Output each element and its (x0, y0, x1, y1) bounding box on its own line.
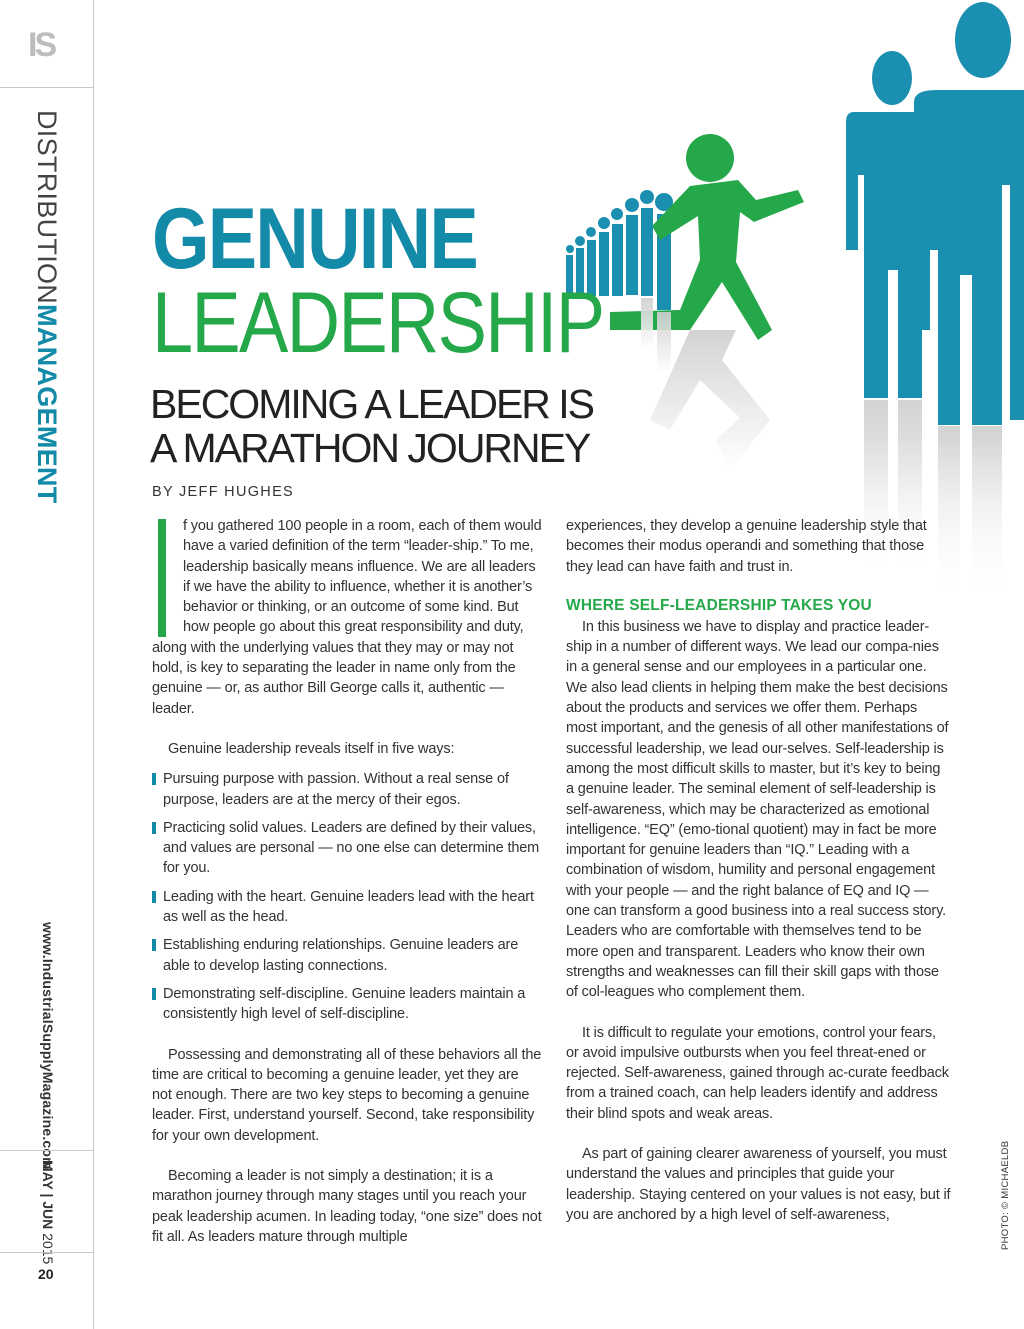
leadership-illustration (540, 0, 1024, 600)
left-rail (0, 0, 94, 1329)
green-walking-figure (610, 134, 804, 340)
body-paragraph: Becoming a leader is not simply a destination; it is a marathon journey through many stages until you reach your peak leadership acumen. In leading today, “one size” does not fit all. As leaders mature through multiple (152, 1168, 542, 1245)
list-item: Establishing enduring relationships. Genuine leaders are able to develop lasting connections. (152, 935, 542, 976)
page-number: 20 (38, 1266, 54, 1282)
department-label-part1: DISTRIBUTION (32, 110, 62, 305)
list-item: Pursuing purpose with passion. Without a real sense of purpose, leaders are at the mercy of their egos. (152, 769, 542, 810)
subheadline-line2: A MARATHON JOURNEY (150, 425, 590, 471)
issue-date (40, 1160, 56, 1264)
body-paragraph: experiences, they develop a genuine leadership style that becomes their modus operandi and something that those they lead can have faith and trust in. (566, 518, 927, 575)
list-item: Practicing solid values. Leaders are defined by their values, and values are personal — no one else can determine them for you. (152, 818, 542, 879)
list-item: Leading with the heart. Genuine leaders lead with the heart as well as the head. (152, 887, 542, 928)
rail-divider (0, 87, 93, 88)
department-label-part2: MANAGEMENT (32, 304, 62, 504)
issue-year: 2015 (40, 1233, 56, 1265)
body-paragraph: As part of gaining clearer awareness of yourself, you must understand the values and principles that guide your leadership. Staying centered on your values is not easy, but if you are anchored by a high level of self-awareness, (566, 1146, 951, 1223)
body-paragraph: It is difficult to regulate your emotions, control your fears, or avoid impulsive outbursts when you feel threat-ened or rejected. Self-awareness, gained through ac-curate feedback from a trained coach, can help leaders identify and address their blind spots and weak areas. (566, 1024, 949, 1122)
rail-divider (0, 1252, 93, 1253)
subheadline-line1: BECOMING A LEADER IS (150, 381, 594, 427)
five-ways-list (152, 769, 542, 1024)
subheadline (150, 382, 593, 470)
list-item: Demonstrating self-discipline. Genuine leaders maintain a consistently high level of self-discipline. (152, 984, 542, 1025)
five-ways-intro: Genuine leadership reveals itself in five ways: (168, 740, 455, 757)
issue-month: MAY | JUN (40, 1160, 56, 1230)
article-column-2 (566, 516, 951, 1225)
rail-divider (0, 1150, 93, 1151)
body-paragraph: In this business we have to display and practice leader-ship in a number of different ways. We lead our compa-nies in a general sense and our employees in a particular one. We also lead clients in helping them make the best decisions about the products and services we offer them. Perhaps most important, and the genesis of all other manifestations of successful leadership, we lead our-selves. Self-leadership is among the most difficult skills to master, but it’s key to being a genuine leader. The seminal element of self-leadership is self-awareness, which may be characterized as emotional intelligence. “EQ” (emo-tional quotient) may in fact be more important for genuine leaders than “IQ.” Leading with a combination of wisdom, humility and personal engagement with your people — and the right balance of EQ and IQ — one can transform a good business into a real success story. Leaders who are comfortable with themselves tend to be more open and transparent. Leaders who know their own strengths and weaknesses can fill their skill gaps with those of col-leagues who complement them. (566, 618, 949, 1001)
intro-text: f you gathered 100 people in a room, each of them would have a varied definition of the term “leader-ship.” To me, leadership basically means influence. We are all leaders if we have the ability to influence, whether it is another’s behavior or thinking, or an outcome of some kind. But how people go about this great responsibility and duty, along with the underlying values that they may or may not hold, is key to separating the leader in name only from the genuine — or, as author Bill George calls it, authentic — leader. (152, 518, 542, 717)
magazine-logo: IS (28, 26, 55, 64)
headline-line1: GENUINE (152, 191, 477, 287)
website-url[interactable]: www.IndustrialSupplyMagazine.com (40, 922, 56, 1170)
intro-paragraph (152, 516, 542, 719)
department-label (33, 110, 60, 504)
headline-line2: LEADERSHIP (152, 275, 604, 371)
drop-cap-bar (158, 519, 166, 637)
photo-credit: PHOTO: © MICHAELDB (1000, 1140, 1011, 1250)
body-paragraph: Possessing and demonstrating all of these behaviors all the time are critical to becoming a genuine leader, yet they are not enough. There are two key steps to becoming a genuine leader. First, understand yourself. Second, take responsibility for your own development. (152, 1046, 542, 1144)
byline: BY JEFF HUGHES (152, 484, 295, 500)
section-subhead: WHERE SELF-LEADERSHIP TAKES YOU (566, 596, 872, 614)
article-column-1 (152, 516, 542, 1247)
